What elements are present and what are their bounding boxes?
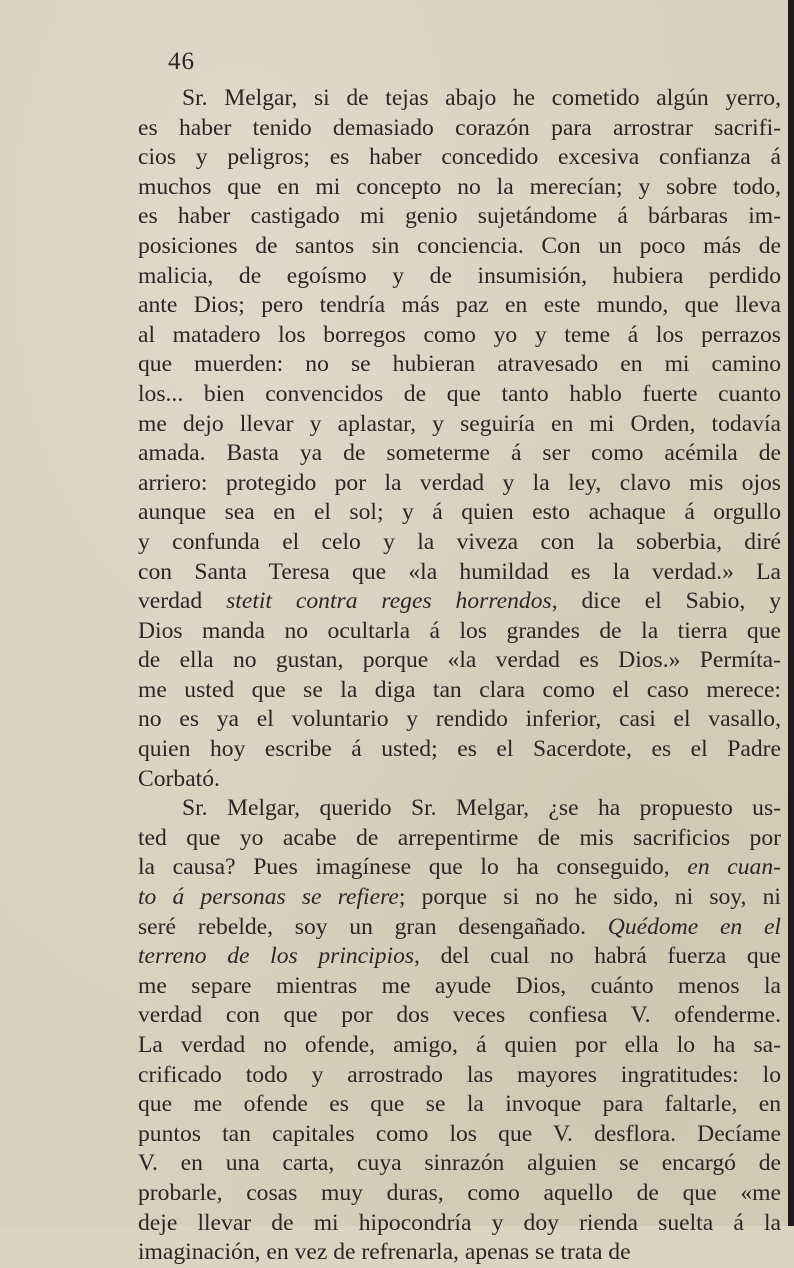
text-line: Corbató. (138, 765, 220, 792)
text-line: ante Dios; pero tendría más paz en este mundo, que lleva (138, 292, 781, 319)
text-line: V. en una carta, cuya sinrazón alguien se encargó de (138, 1150, 781, 1177)
text-line: que muerden: no se hubieran atravesado en mi camino (138, 351, 781, 378)
text-line: al matadero los borregos como yo y teme á los perrazos (138, 321, 781, 348)
italic-text: Quédome en el (607, 913, 781, 940)
page-number: 46 (168, 48, 195, 75)
paragraph (138, 794, 781, 1268)
text-line: crificado todo y arrostrado las mayores ingratitudes: lo (138, 1061, 781, 1088)
text-line: amada. Basta ya de someterme á ser como acémila de (138, 440, 781, 467)
text-line: quien hoy escribe á usted; es el Sacerdote, es el Padre (138, 736, 781, 763)
text-line: posiciones de santos sin conciencia. Con un poco más de (138, 232, 781, 259)
text-line: es haber castigado mi genio sujetándome á bárbaras im- (138, 203, 781, 230)
text-line: ted que yo acabe de arrepentirme de mis sacrificios por (138, 824, 781, 851)
text-line: Dios manda no ocultarla á los grandes de la tierra que (138, 617, 781, 644)
text-line: puntos tan capitales como los que V. desflora. Decíame (138, 1120, 781, 1147)
text-line: con Santa Teresa que «la humildad es la verdad.» La (138, 558, 781, 585)
text-line: to á personas se refiere; porque si no he sido, ni soy, ni (138, 884, 781, 911)
italic-text: terreno de los principios (138, 943, 415, 970)
text-line: los... bien convencidos de que tanto hablo fuerte cuanto (138, 380, 781, 407)
text-line: no es ya el voluntario y rendido inferior, casi el vasallo, (138, 706, 781, 733)
text-line: me usted que se la diga tan clara como el caso merece: (138, 676, 781, 703)
text-line: La verdad no ofende, amigo, á quien por ella lo ha sa- (138, 1032, 781, 1058)
text-line: Sr. Melgar, querido Sr. Melgar, ¿se ha propuesto us- (182, 795, 781, 822)
text-line: cios y peligros; es haber concedido excesiva confianza á (138, 144, 781, 171)
text-line: terreno de los principios, del cual no habrá fuerza que (138, 943, 781, 970)
text-line: Sr. Melgar, si de tejas abajo he cometido algún yerro, (182, 85, 781, 111)
text-line: y confunda el celo y la viveza con la soberbia, diré (138, 528, 781, 555)
body-text (138, 84, 781, 1268)
text-line: imaginación, en vez de refrenarla, apenas se trata de (138, 1239, 631, 1266)
text-line: es haber tenido demasiado corazón para arrostrar sacrifi- (138, 114, 781, 141)
text-line: arriero: protegido por la verdad y la ley, clavo mis ojos (138, 469, 781, 496)
text-line: de ella no gustan, porque «la verdad es Dios.» Permíta- (138, 647, 781, 674)
text-line: verdad stetit contra reges horrendos, dice el Sabio, y (138, 588, 781, 615)
text-line: malicia, de egoísmo y de insumisión, hubiera perdido (138, 262, 781, 289)
page-edge-shadow (788, 0, 794, 1226)
text-line: me dejo llevar y aplastar, y seguiría en mi Orden, todavía (138, 410, 781, 437)
italic-text: to á personas se refiere (138, 884, 399, 911)
text-line: muchos que en mi concepto no la merecían; y sobre todo, (138, 173, 781, 200)
text-line: verdad con que por dos veces confiesa V. ofenderme. (138, 1002, 781, 1029)
text-line: aunque sea en el sol; y á quien esto achaque á orgullo (138, 499, 781, 526)
italic-text: stetit contra reges horrendos (226, 588, 552, 615)
italic-text: en cuan- (687, 854, 781, 881)
text-line: deje llevar de mi hipocondría y doy rienda suelta á la (138, 1209, 781, 1236)
text-line: que me ofende es que se la invoque para faltarle, en (138, 1091, 781, 1118)
text-line: seré rebelde, soy un gran desengañado. Quédome en el (138, 913, 781, 940)
text-line: la causa? Pues imagínese que lo ha conseguido, en cuan- (138, 854, 781, 881)
text-line: probarle, cosas muy duras, como aquello de que «me (138, 1179, 781, 1206)
text-line: me separe mientras me ayude Dios, cuánto menos la (138, 972, 781, 999)
paragraph (138, 84, 781, 794)
